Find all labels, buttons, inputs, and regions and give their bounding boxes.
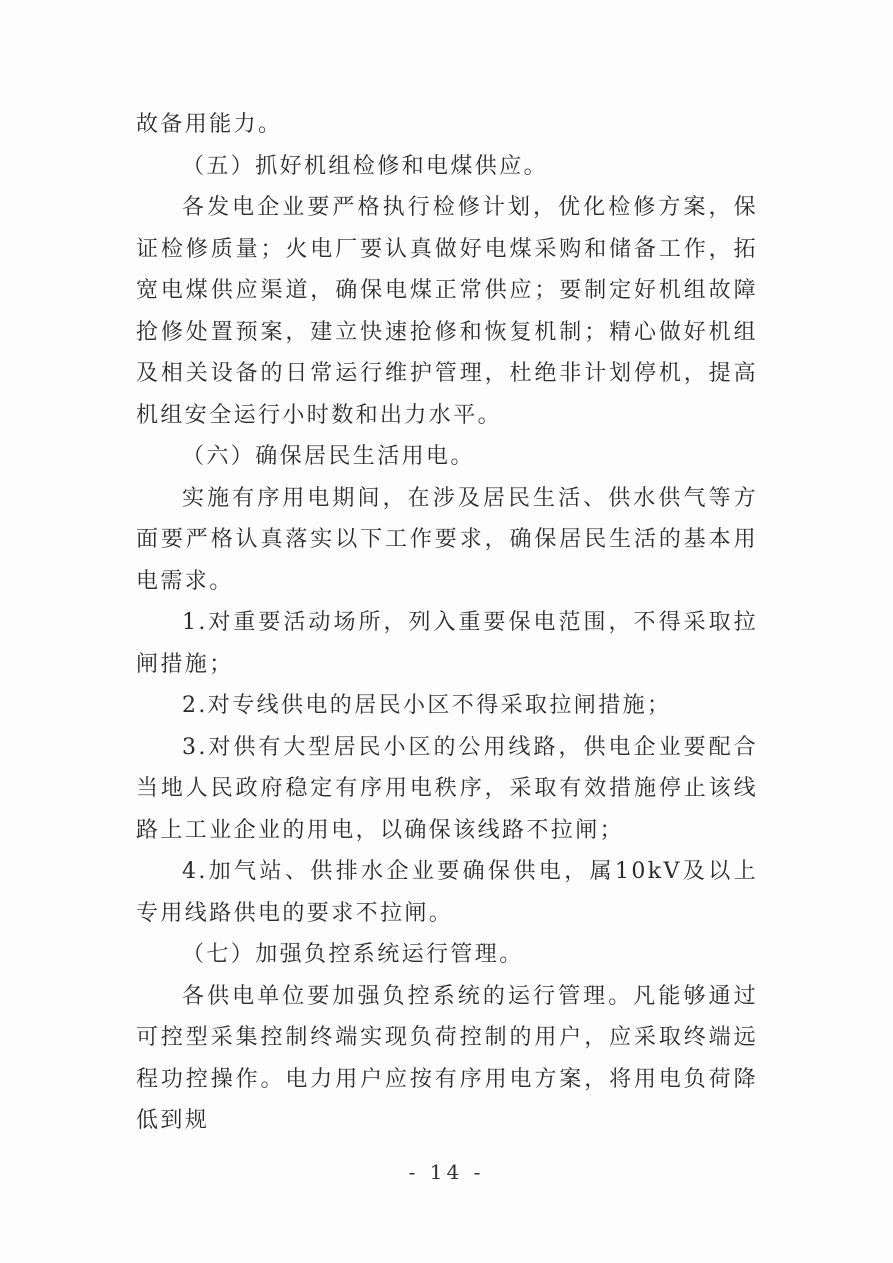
list-item-1: 1.对重要活动场所，列入重要保电范围，不得采取拉闸措施； (136, 610, 758, 677)
paragraph: 各发电企业要严格执行检修计划，优化检修方案，保证检修质量；火电厂要认真做好电煤采购和储备工作，拓宽电煤供应渠道，确保电煤正常供应；要制定好机组故障抢修处置预案，建立快速抢修和恢复机制；精心做好机组及相关设备的日常运行维护管理，杜绝非计划停机，提高机组安全运行小时数和出力水平。 (136, 195, 758, 428)
body-text (136, 104, 758, 1142)
paragraph: 各供电单位要加强负控系统的运行管理。凡能够通过可控型采集控制终端实现负荷控制的用户，应采取终端远程功控操作。电力用户应按有序用电方案，将用电负荷降低到规 (136, 983, 758, 1133)
list-item-3: 3.对供有大型居民小区的公用线路，供电企业要配合当地人民政府稳定有序用电秩序，采取有效措施停止该线路上工业企业的用电，以确保该线路不拉闸； (136, 734, 758, 843)
paragraph: 实施有序用电期间，在涉及居民生活、供水供气等方面要严格认真落实以下工作要求，确保居民生活的基本用电需求。 (136, 485, 758, 594)
section-heading-5: （五）抓好机组检修和电煤供应。 (182, 153, 549, 179)
paragraph-continuation: 故备用能力。 (136, 112, 283, 137)
section-heading-6: （六）确保居民生活用电。 (182, 444, 475, 469)
list-item-4: 4.加气站、供排水企业要确保供电，属10kV及以上专用线路供电的要求不拉闸。 (136, 859, 758, 926)
section-heading-7: （七）加强负控系统运行管理。 (182, 942, 524, 967)
page-number: - 14 - (408, 1160, 485, 1184)
list-item-2: 2.对专线供电的居民小区不得采取拉闸措施； (182, 693, 672, 718)
